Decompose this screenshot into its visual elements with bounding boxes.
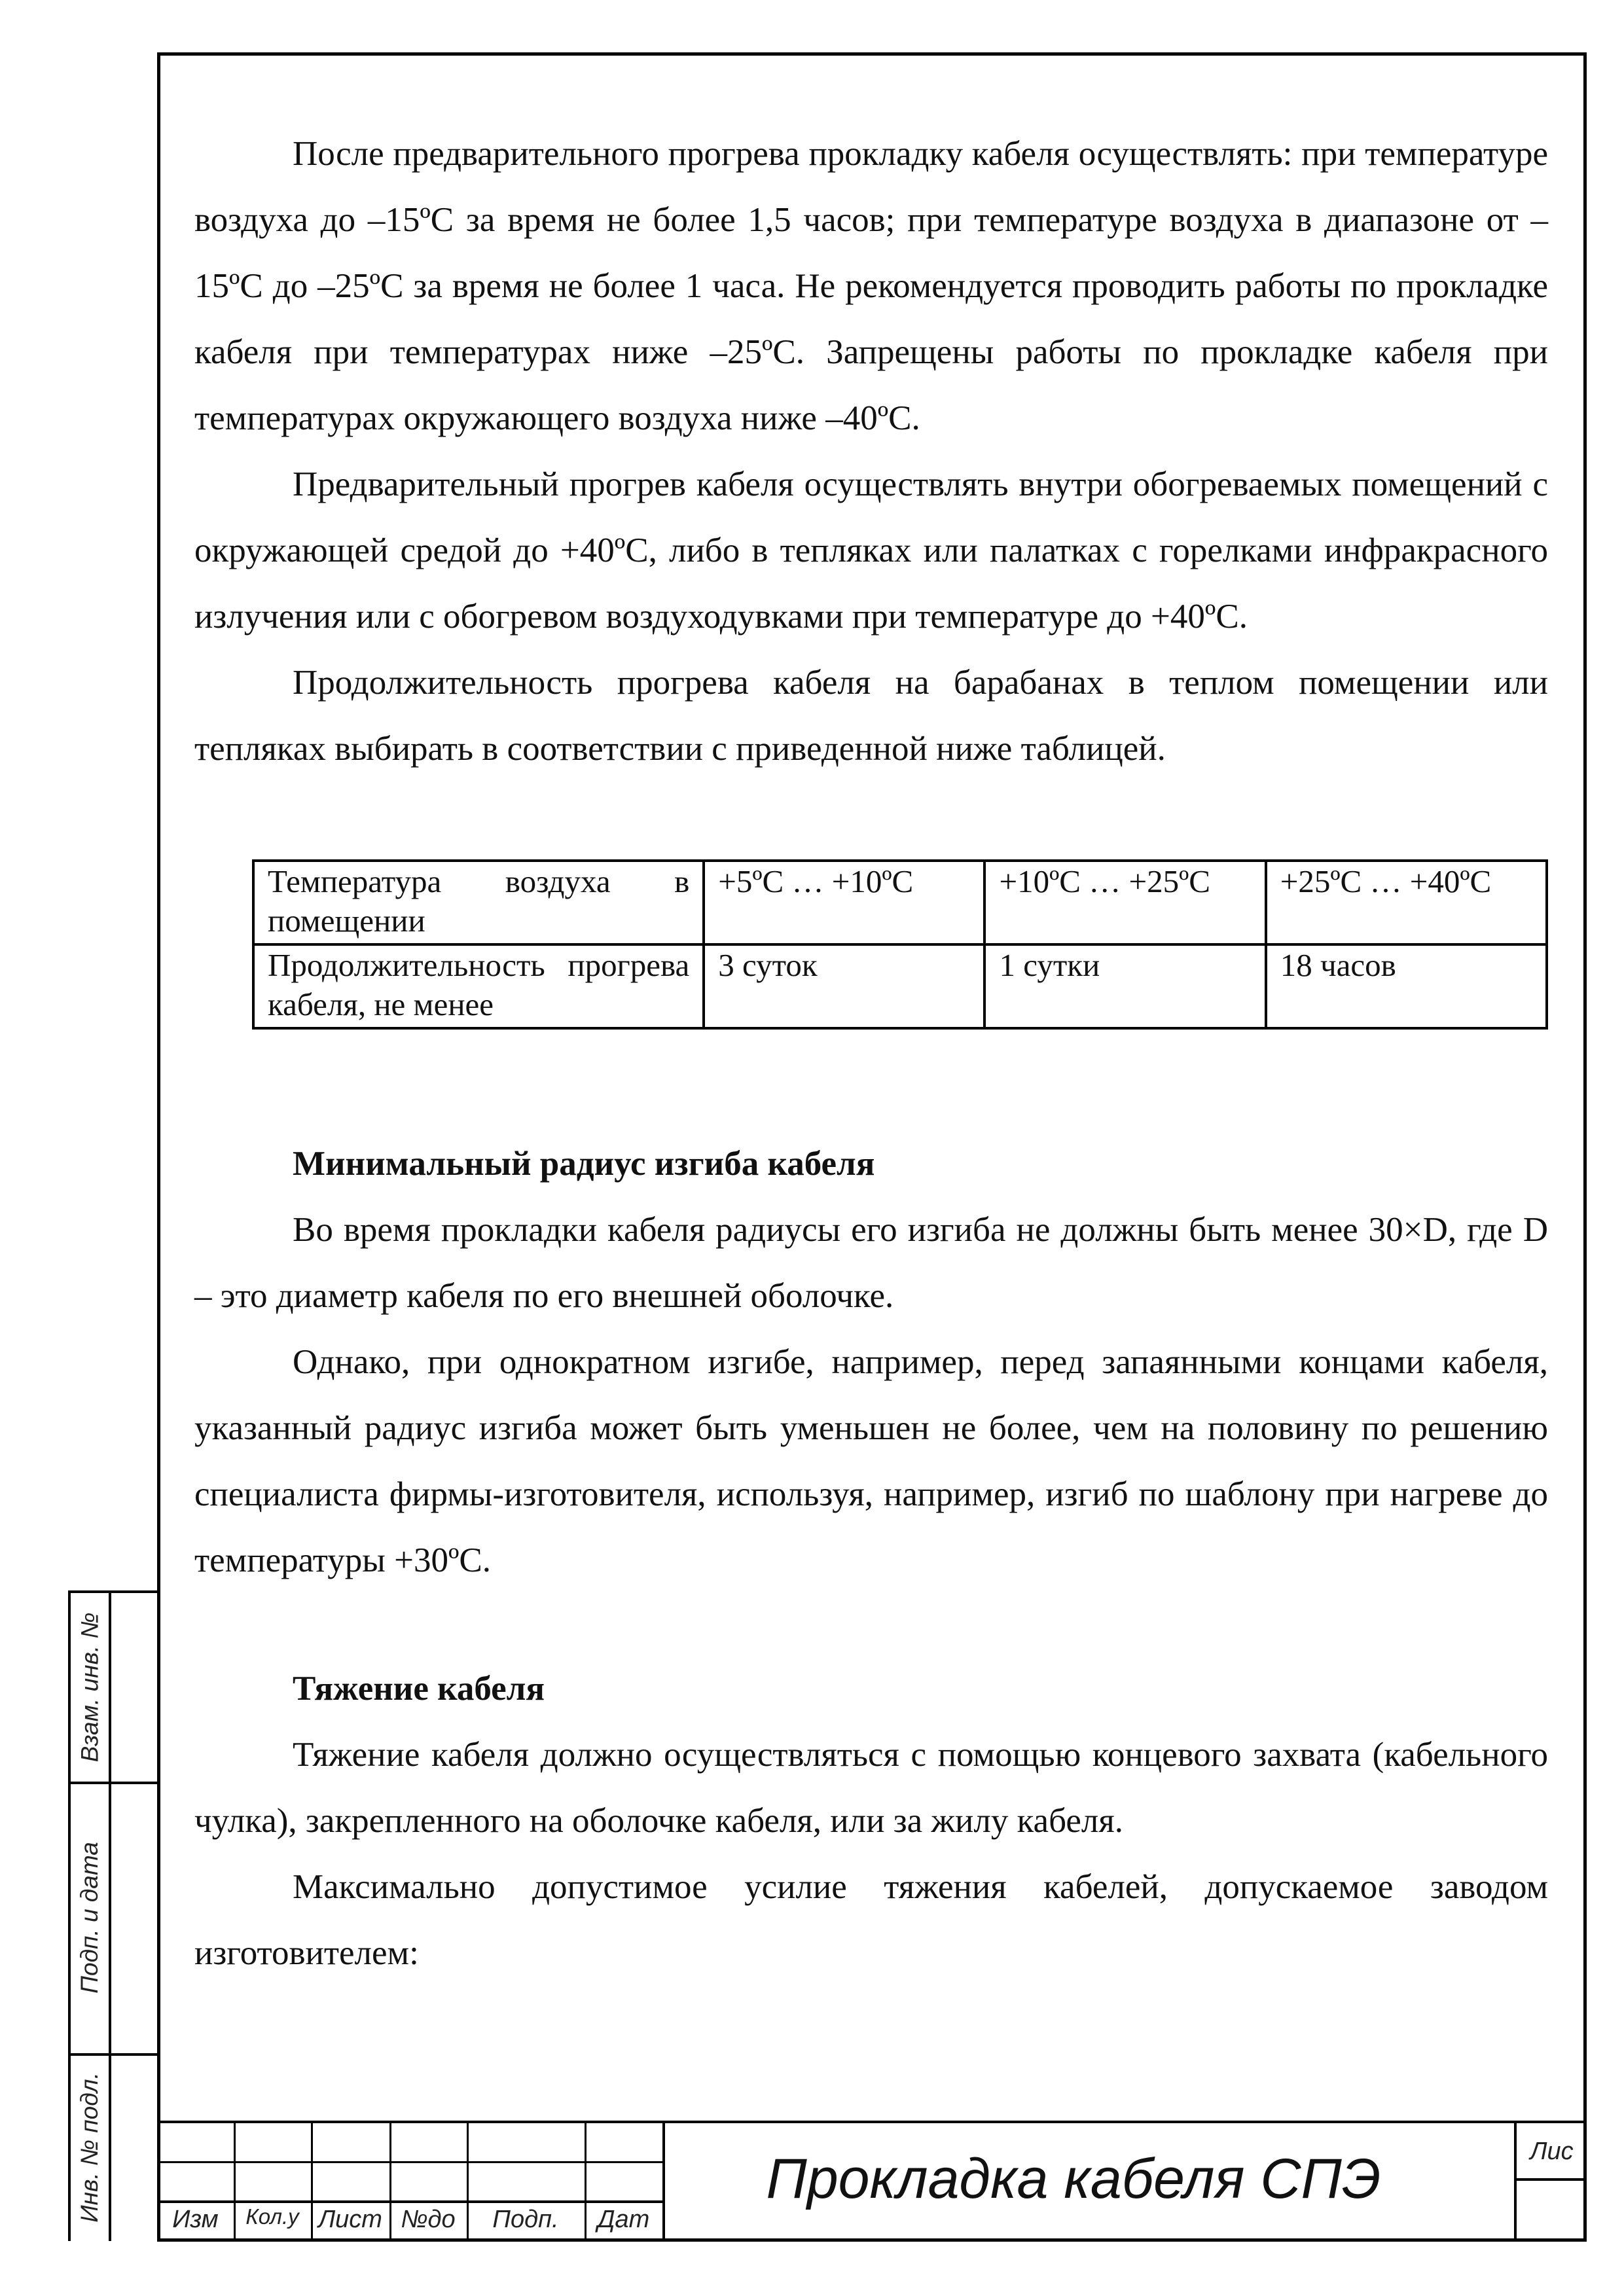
preheat-table [252,859,1548,1030]
paragraph-bend-radius: Во время прокладки кабеля радиусы его изгиба не должны быть менее 30×D, где D – это диаметр кабеля по его внешней оболочке. [194,1211,1548,1315]
side-stamp-replacement: Взам. инв. № [76,1612,103,1763]
side-stamp-signature-date: Подп. и дата [76,1841,103,1994]
paragraph-pulling-force: Максимально допустимое усилие тяжения кабелей, допускаемое заводом изготовителем: [194,1868,1548,1972]
title-block-col-signature: Подп. [492,2206,559,2233]
side-stamp-original-inventory: Инв. № подл. [76,2072,103,2223]
table-cell: +25ºС … +40ºС [1266,861,1547,944]
table-cell: Продолжительность прогрева кабеля, не менее [253,944,704,1028]
table-cell: +10ºС … +25ºС [984,861,1265,944]
heading-bend-radius: Минимальный радиус изгиба кабеля [293,1145,875,1183]
document-body [194,121,1548,1986]
table-cell: 18 часов [1266,944,1547,1028]
title-block [157,2121,1587,2242]
document-title: Прокладка кабеля СПЭ [766,2147,1381,2210]
table-cell: +5ºС … +10ºС [704,861,984,944]
paragraph-preheat-method: Предварительный прогрев кабеля осуществлять внутри обогреваемых помещений с окружающей средой до +40ºС, либо в тепляках или палатках с горелками инфракрасного излучения или с обогревом воздуходувками при температуре до +40ºС. [194,465,1548,636]
table-cell: Температура воздуха в помещении [253,861,704,944]
paragraph-preheat-duration: Продолжительность прогрева кабеля на барабанах в теплом помещении или тепляках выбирать в соответствии с приведенной ниже таблицей. [194,664,1548,768]
table-row [253,944,1547,1028]
paragraph-pulling-method: Тяжение кабеля должно осуществляться с помощью концевого захвата (кабельного чулка), закрепленного на оболочке кабеля, или за жилу кабеля. [194,1736,1548,1840]
title-block-sheet-label: Лис [1530,2138,1574,2165]
title-block-col-quantity: Кол.у [245,2204,299,2229]
heading-cable-pulling: Тяжение кабеля [293,1670,545,1708]
table-row [253,861,1547,944]
title-block-col-date: Дат [597,2206,650,2233]
table-cell: 3 суток [704,944,984,1028]
paragraph-preheat-timing: После предварительного прогрева прокладку кабеля осуществлять: при температуре воздуха до –15ºС за время не более 1,5 часов; при температуре воздуха в диапазоне от –15ºС до –25ºС за время не более 1 часа. Не рекомендуется проводить работы по прокладке кабеля при температурах ниже –25ºС. Запрещены работы по прокладке кабеля при температурах окружающего воздуха ниже –40ºС. [194,135,1548,437]
table-cell: 1 сутки [984,944,1265,1028]
title-block-col-sheet: Лист [318,2206,382,2233]
title-block-col-change: Изм [172,2206,219,2233]
side-stamp [68,1590,158,2241]
paragraph-bend-exception: Однако, при однократном изгибе, например, перед запаянными концами кабеля, указанный радиус изгиба может быть уменьшен не более, чем на половину по решению специалиста фирмы-изготовителя, используя, например, изгиб по шаблону при нагреве до температуры +30ºС. [194,1343,1548,1579]
title-block-col-document-number: №до [401,2206,456,2233]
